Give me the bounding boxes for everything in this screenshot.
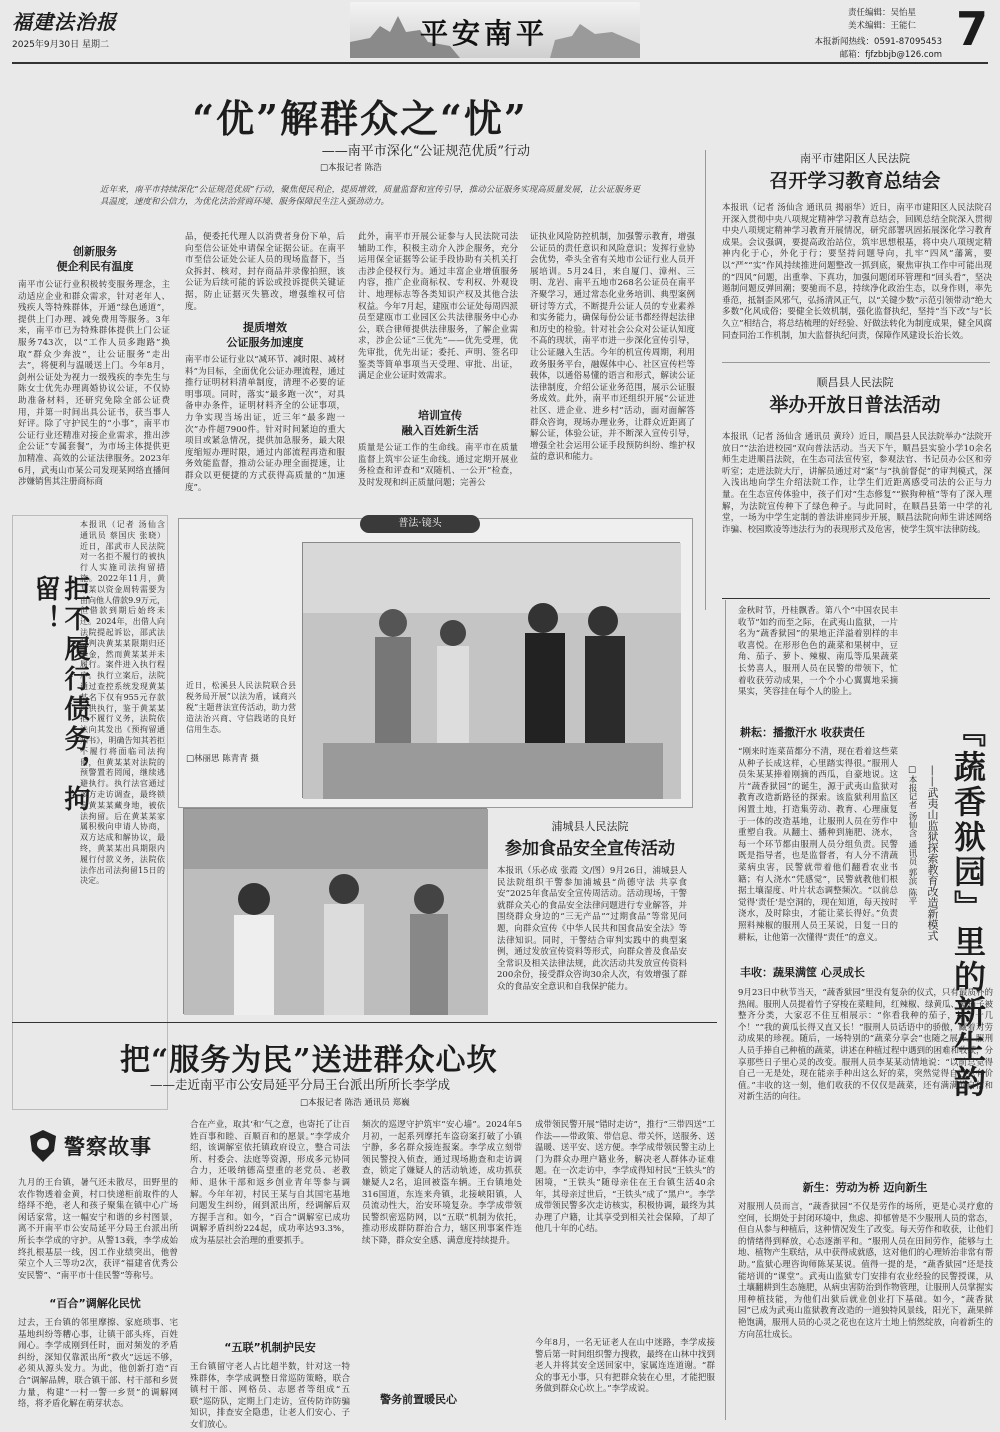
a6-photo bbox=[183, 808, 487, 1014]
top-rule bbox=[12, 62, 988, 64]
art-editor-label: 美术编辑：王能仁 bbox=[847, 21, 916, 31]
a8-col-2b: 王台镇留守老人占比超半数，针对这一特殊群体，李学成调整日常巡防策略，联合镇村干部、网格员、志愿者等组成“五联”巡防队，定期上门走访，宣传防诈防骗知识，排查安全隐患，让老人们安心、子女们放心。 bbox=[190, 1362, 350, 1430]
a5-caption: 近日，松溪县人民法院联合县税务局开展“以法为盾，诚商兴税”主题普法宣传活动，助力营造法治兴商、守信践诺的良好信用生态。 bbox=[186, 681, 296, 734]
a4-headline: 拒不履行债务，拘留！ bbox=[30, 575, 90, 815]
a8-subhead-1: “百合”调解化民忧 bbox=[49, 1297, 141, 1310]
a1-h2b: 公证服务加速度 bbox=[226, 336, 304, 349]
a8-col-1: 九月的王台镇，暑气还未散尽，田野里的农作物透着金黄，村口快递柜前取件的人络绎不绝，老人和孩子聚集在镇中心广场闲话家常，这一幅安宁和谐的乡村图景，离不开南平市公安局延平分局王台派出所所长李学成的守护。从警13载，李学成始终扎根基层一线，因工作业绩突出，他曾荣立个人三等功2次，获评“福建省优秀公安民警”、“南平市十佳民警”等称号。 bbox=[18, 1178, 178, 1281]
section-banner bbox=[350, 2, 640, 58]
page-number: 7 bbox=[955, 2, 988, 56]
a1-byline: □本报记者 陈浩 bbox=[320, 163, 382, 173]
people-photo-icon bbox=[303, 543, 681, 799]
a1-h3: 培训宣传 bbox=[418, 409, 462, 422]
hotline: 本报新闻热线：0591-87095453 bbox=[814, 37, 942, 47]
a6-body: 本报讯（乐必成 张霞 文/图）9月26日，浦城县人民法院组织干警参加浦城县“尚德守法 共享食安”2025年食品安全宣传周活动。活动现场，干警就群众关心的食品安全法律问题进行专业解答，并围绕群众身边的“三无产品”“过期食品”等常见问题，向群众宣传《中华人民共和国食品安全法》等法律知识。同时，干警结合审判实践中的典型案例，通过发放宣传资料等形式，向群众普及食品安全常识及相关法律法规，此次活动共发放宣传资料200余份，接受群众咨询30余人次，有效增强了群众的食品安全意识和自我保护能力。 bbox=[497, 866, 687, 992]
a1-subhead-2 bbox=[190, 320, 340, 350]
a1-h2: 提质增效 bbox=[243, 321, 287, 334]
a4-body: 本报讯（记者 汤仙含 通讯员 蔡国庆 张晓）近日，邵武市人民法院对一名拒不履行的被执行人实施司法拘留措施。2022年11月，黄某某以资金周转需要为由向他人借款9.9万元，但借款到期后始终未还。2024年，出借人向法院提起诉讼，邵武法院判决黄某某限期归还本金，然而黄某某并未履行。案件进入执行程序。执行立案后，法院通过查控系统发现黄某某名下仅有955元存款可供执行，鉴于黄某某拒不履行义务，法院依法向其发出《预拘留通知书》，明确告知其若拒不履行将面临司法拘留，但黄某某对法院的预警置若罔闻，继续逃避执行。执行法官通过多方走访调查，最终锁定黄某某藏身地，被依法拘留。后在黄某某家属积极向申请人协商，双方达成和解协议，最终，黄某某出具期限内履行付款义务，法院依法作出司法拘留15日的决定。 bbox=[80, 520, 165, 886]
police-badge-icon bbox=[28, 1129, 58, 1163]
a1-subtitle: ——南平市深化“公证规范优质”行动 bbox=[321, 144, 530, 159]
a7-subtitle: ——武夷山监狱探索教育改造新模式 bbox=[926, 765, 939, 941]
a2-title: 召开学习教育总结会 bbox=[769, 170, 941, 192]
a7-title: 『蔬香狱园』里的新生韵 bbox=[949, 715, 987, 1100]
divider-a8 bbox=[12, 1022, 717, 1023]
a3-body: 本报讯（记者 汤仙含 通讯员 黄玲）近日，顺昌县人民法院举办“法院开放日”“法治进校园”双向普法活动。当天下午，顺昌县实验小学10余名师生走进顺昌法院，在生态司法宣传室，参观法官、书记员办公区和旁听室；走进法院大厅，讲解员通过对“案”与“执前督促”的审判模式，深入浅出地向学生介绍法院工作，让学生们近距离感受司法的公正与力量。在生态宣传体验中，孩子们对“生态修复”“猴狗种植”等有了深入理解，为法院宣传种下了绿色种子。与此同时，在顺昌县第一中学的礼堂，一场为中学生定制的普法讲座同步开展，顺昌法院向师生讲述网络诈骗、校园欺凌等违法行为的表现形式及危害，使学生筑牢法律防线。 bbox=[722, 432, 992, 535]
a7-subhead-1: 耕耘：播撒汗水 收获责任 bbox=[740, 726, 865, 739]
a1-h1b: 便企利民有温度 bbox=[56, 260, 134, 273]
a1-col-3: 此外，南平市开展公证参与人民法院司法辅助工作，积极主动介入涉企服务，充分运用保全证据等公证手段协助有关机关打击涉企侵权行为。通过丰富企业增值服务内容，推广企业商标权、专利权、外观设计、地理标志等各类知识产权及其他合法权益。今年7月起，建瓯市公证处每周四派员至建瓯市工业园区公共法律服务中心办公，联合律师提供法律服务，了解企业需求，涉企公证“三优先”——优先受理，优先审批，优先出证；委托、声明、签名印鉴类等简单事项当天受理、审批、出证，满足企业公证时效需求。 bbox=[358, 232, 518, 382]
a8-col-1b: 过去，王台镇的邻里摩擦、家庭琐事、宅基地纠纷等糟心事，让镇干部头疼，百姓闹心。李学成刚到任时，面对频发的矛盾纠纷，深知仅靠派出所“救火”远远不够，必须从源头发力。为此，他创新打造“百合”调解品牌，联合镇干部、村干部和乡贤力量，构建“一村一警一乡贤”的调解网络，将矛盾化解在萌芽状态。 bbox=[18, 1318, 178, 1410]
a3-org: 顺昌县人民法院 bbox=[816, 376, 894, 389]
divider-a3 bbox=[722, 598, 990, 599]
a5-credit: □林丽思 陈青青 摄 bbox=[186, 754, 259, 764]
weekday-text: 星期二 bbox=[81, 40, 109, 50]
email: 邮箱：fjfzbbjb@126.com bbox=[839, 50, 942, 60]
a7-para-2: “刚来时连菜苗都分不清，现在看着这些菜从种子长成这样，心里踏实得很。”服刑人员朱某某捧着刚摘的西瓜，自豪地说。这片“蔬香狱园”的诞生，源于武夷山监狱对教育改造新路径的探索。该监狱利用监区闲置土地，打造集劳动、教育、心理康复于一体的改造基地，让服刑人员在劳作中重塑自我。从翻土、播种到施肥、浇水，每一个环节都由服刑人员分组负责。民警既是指导者，也是监督者，有人分不清蔬菜病虫害，民警就带着他们翻看农业书籍；有人浇水“凭感觉”，民警就教他们根据土壤湿度、叶片状态调整频次。“以前总觉得‘责任’是空洞的，现在知道，每天按时浇水，及时除虫，才能让菜长得好。”负责照料辣椒的服刑人员王某说，日复一日的耕耘，让他第一次懂得“责任”的意义。 bbox=[738, 747, 898, 943]
a1-subhead-1 bbox=[30, 244, 160, 274]
a8-col-4: 成带领民警开展“错时走访”，推行“三带四送”工作法——带政策、带信息、带关怀，送服务、送温暖、送平安、送方便。李学成带领民警主动上门为群众办理户籍业务，解决老人群体办证难题。在一次走访中，李学成得知村民“王铁头”的困境，“王铁头”随母亲住在王台镇生活40余年，其母亲过世后，“王铁头”成了“黑户”。李学成带领民警多次走访核实，积极协调，最终为其办理了户籍，让其享受到相关社会保障，了却了他几十年的心结。 bbox=[535, 1120, 715, 1235]
a8-subtitle: ——走近南平市公安局延平分局王台派出所所长李学成 bbox=[150, 1077, 451, 1092]
a7-subhead-2: 丰收：蔬果满筐 心灵成长 bbox=[740, 966, 865, 979]
a8-title: 把“服务为民”送进群众心坎 bbox=[120, 1043, 498, 1078]
a7-subhead-3: 新生：劳动为桥 迈向新生 bbox=[802, 1181, 928, 1194]
a1-subhead-3 bbox=[365, 408, 515, 438]
a8-badge bbox=[28, 1125, 168, 1169]
a6-org: 浦城县人民法院 bbox=[551, 820, 629, 833]
a1-col-1: 南平市公证行业积极转变服务理念，主动适应企业和群众需求，针对老年人、残疾人等特殊群体，开通“绿色通道”，提供上门办理、减免费用等服务。3年来，南平市已为特殊群体提供上门公证服务743次，以“工作人员多跑路”换取“群众少奔波”，让公证服务“走出去”，将便利与温暖送上门。今年8月，剑州公证处为视力一级残疾的李先生与陈女士优先办理离婚协议公证，不仅协助准备材料，还研究免除全部公证费用，并第一时间出具公证书，获当事人好评。除了守护民生的“小事”，南平市公证行业还精准对接企业需求，推出涉企公证“专属套餐”，为市场主体提供更加精准、高效的公证法律服务。2023年6月，武夷山市某公司发现某网络直播间涉嫌销售其注册商标商 bbox=[18, 280, 170, 488]
a8-subhead-3: 警务前置暖民心 bbox=[380, 1393, 457, 1406]
issue-date bbox=[12, 37, 109, 50]
a7-para-3: 9月23日中秋节当天，“蔬香狱园”里没有复杂的仪式，只有最质朴的热闹。服刑人员提着竹子穿梭在菜畦间，红辣椒、绿黄瓜、紫茄子被整齐分类，大家忍不住互相展示：“你看我种的茄子，结了十几个！”“我的黄瓜长得又直又长！”服刑人员话语中的骄傲，藏着对劳动成果的珍视。随后，一场特别的“蔬菜分享会”也随之展开。服刑人员手捧自己种植的蔬菜，讲述在种植过程中遇到的困难和收获，分享那些日子里心灵的改变。服刑人员李某某动情地说：“以前总觉得自己一无是处，现在能亲手种出这么好的菜，突然觉得自己也有价值。”丰收的这一刻，他们收获的不仅仅是蔬菜，还有满满的自信和对新生活的向往。 bbox=[738, 988, 994, 1103]
divider-vertical bbox=[705, 150, 706, 610]
section-title: 平安南平 bbox=[420, 17, 549, 50]
a8-badge-label: 警察故事 bbox=[64, 1135, 152, 1159]
a7-para-4: 对服刑人员而言，“蔬香狱园”不仅是劳作的场所，更是心灵疗愈的空间，长期处于封闭环境中，焦虑、抑郁曾是不少服刑人员的常态，但自从参与种植后，这种情况发生了改变。每天劳作和收获，让他们的情绪得到释放，心态逐渐平和。“服刑人员在田间劳作，能够与土地、植物产生联结，从中获得成就感，这对他们的心理矫治非常有帮助。”监狱心理咨询师陈某某说。值得一提的是，“蔬香狱园”还是技能培训的“课堂”。武夷山监狱专门安排有农业经验的民警授课，从土壤翻耕到生态施肥，从病虫害防治到作物管理，让服刑人员掌握实用种植技能，为他们出狱后就业创业打下基础。如今，“蔬香狱园”已成为武夷山监狱教育改造的一道独特风景线，阳光下，蔬果鲜艳饱满，服刑人员的心灵之花也在这片土地上悄然绽放，向着新生的方向茁壮成长。 bbox=[738, 1202, 994, 1340]
a8-byline: □本报记者 陈浩 通讯员 郑巍 bbox=[300, 1098, 410, 1108]
a6-title: 参加食品安全宣传活动 bbox=[505, 839, 675, 859]
a5-tag: 普法·镜头 bbox=[360, 515, 480, 533]
a7-byline: □本报记者 汤仙含 通讯员 郭滨 陈平 bbox=[907, 765, 917, 905]
a8-col-2: 合在产业，取其‘和’气之意，也寄托了让百姓百事和睦、百顺百和的愿景。”李学成介绍，该调解室依托镇政府设立，整合司法所、村委会、法庭等资源，形成多元协同合力，还吸纳德高望重的老党员、老教师、退休干部和返乡创业青年等参与调解。今年年初，村民王某与自其国宅基地问题发生纠纷，闹到派出所，经调解后双方握手言和。如今，“百合”调解室已成功调解矛盾纠纷224起，成功率达93.3%，成为基层社会治理的重要抓手。 bbox=[190, 1120, 350, 1246]
a1-col-2b: 南平市公证行业以“减环节、减时限、减材料”为目标，全面优化公证办理流程，通过推行证明材料清单制度，清理不必要的证明事项。同时，落实“最多跑一次”，对具备申办条件，证明材料齐全的公证事项，力争实现当场出证，近三年“最多跑一次”办件超7900件。针对时间紧迫的重大项目或紧急情况，提供加急服务，最大限度缩短办理时限，通过内部流程再造和服务效能监督，推动公证办理全面提速，让群众以更便捷的方式获得高质量的“加速度”。 bbox=[185, 355, 345, 493]
a8-col-4b: 今年8月，一名无证老人在山中迷路，李学成接警后第一时间组织警力搜救，最终在山林中找到老人并将其安全送回家中，家属连连道谢。“群众的事无小事，只有把群众装在心里，才能把服务做到群众心坎上。”李学成说。 bbox=[535, 1338, 715, 1395]
divider-a2 bbox=[722, 362, 990, 363]
a3-title: 举办开放日普法活动 bbox=[769, 394, 941, 416]
divider-a7 bbox=[725, 600, 726, 1420]
a2-body: 本报讯（记者 汤仙含 通讯员 揭丽华）近日，南平市建阳区人民法院召开深入贯彻中央八项规定精神学习教育总结会，回顾总结全院深入贯彻中央八项规定精神学习教育开展情况，研究部署巩固拓展深化学习教育成果。会议强调，要提高政治站位，筑牢思想根基，将中央八项规定精神内化于心，外化于行；要坚持问题导向，扎牢“四风”藩篱，要以“严”“实”作风持续推进问题整改一抓到底，聚焦审执工作中可能出现的“四风”问题，出重拳、下真功，加强问题闭环管理和“回头看”，坚决遏制问题反弹回潮；要驰而不息，持续净化政治生态，以身作则，率先垂范，抵制歪风邪气，弘扬清风正气，以“关键少数”示范引领带动“绝大多数”化风成俗；要健全长效机制，强化监督执纪，坚持“当下改”与“长久立”相结合，将总结梳理的好经验、好做法转化为制度成果，健全风腐同查同治工作机制，加大监督执纪问责，保障作风建设长治长效。 bbox=[722, 203, 992, 341]
a1-h1: 创新服务 bbox=[73, 245, 117, 258]
a7-para-1: 金秋时节，丹桂飘香。第八个“中国农民丰收节”如约而至之际，在武夷山监狱，一片名为“蔬香狱园”的果地正洋溢着别样的丰收喜悦。在形形色色的蔬菜和果树中，豆角、茄子、萝卜、辣椒、南瓜等瓜果蔬菜长势喜人，服刑人员在民警的带领下，忙着收获劳动成果，一个个小心翼翼地采摘果实，笑容挂在每个人的脸上。 bbox=[738, 606, 898, 698]
a1-col-4: 证执业风险防控机制，加强警示教育，增强公证员的责任意识和风险意识；发挥行业协会优势，牵头全省有关地市公证行业人员开展培训。5月24日，来自厦门、漳州、三明、龙岩、南平五地市268名公证员在南平齐聚学习，通过常态化业务培训、典型案例研讨等方式，不断提升公证人员的专业素养和实务能力，确保每份公证书都经得起法律和历史的检验。针对社会公众对公证认知度不高的现状，南平市进一步深化宣传引导，让公证融入生活。今年的机宣传周期，利用政务服务平台，融媒体中心、社区宣传栏等载体，以通俗易懂的语言和形式，解读公证法律制度，介绍公证业务范围，展示公证服务成效。此外，南平市还组织开展“公证进社区、进企业、进乡村”活动，面对面解答群众咨询，现场办理业务，让群众近距离了解公证，体验公证，并不断深入宣传引导，增强全社会运用公证手段预防纠纷、维护权益的意识和能力。 bbox=[530, 232, 695, 463]
a2-org: 南平市建阳区人民法院 bbox=[800, 152, 910, 165]
date-text: 2025年9月30日 bbox=[12, 40, 80, 50]
a1-col-2: 品，便委托代理人以消费者身份下单，后向至信公证处申请保全证据公证。在南平市至信公证处公证人员的现场监督下，当众拆封、核对，封存商品并录像拍照，该公证为后续可能的诉讼或投诉提供关键证据，防止证据灭失篡改，增强维权可信度。 bbox=[185, 232, 345, 312]
a5-photo bbox=[302, 542, 680, 798]
a1-title: “优”解群众之“忧” bbox=[192, 96, 528, 141]
a8-subhead-2: “五联”机制护民安 bbox=[224, 1341, 316, 1354]
food-safety-photo-icon bbox=[184, 809, 488, 1015]
a1-h3b: 融入百姓新生活 bbox=[401, 424, 479, 437]
paper-name: 福建法治报 bbox=[12, 10, 117, 34]
a1-lead: 近年来，南平市持续深化“公证规范优质”行动，聚焦便民利企，提质增效，质量监督和宣传引导，推动公证服务实现高质量发展，让公证服务更具温度，速度和公信力，为优化法治营商环境、服务保障民生注入强劲动力。 bbox=[100, 185, 640, 207]
editor-label: 责任编辑：吴怡星 bbox=[847, 8, 916, 18]
a8-col-3: 频次的巡逻守护筑牢“安心墙”。2024年5月初，一起系列摩托车盗窃案打破了小镇宁静，多名群众接连报案。李学成立刻带领民警投入侦查，通过现场勘查和走访调查，锁定了嫌疑人的活动轨迹，成功抓获嫌疑人2名，追回被盗车辆。王台镇地处316国道，东连来舟镇，北接峡阳镇，人员流动性大，治安环境复杂。李学成带领民警织密巡防网，以“五联”机制为依托，推动形成群防群治合力，辖区刑事案件连续下降，群众安全感、满意度持续提升。 bbox=[362, 1120, 522, 1246]
masthead bbox=[0, 0, 1000, 64]
a1-col-3b: 质量是公证工作的生命线。南平市在质量监督上筑牢公证生命线。通过定期开展业务检查和评查和“双随机、一公开”检查，及时发现和纠正质量问题；完善公 bbox=[358, 443, 518, 488]
